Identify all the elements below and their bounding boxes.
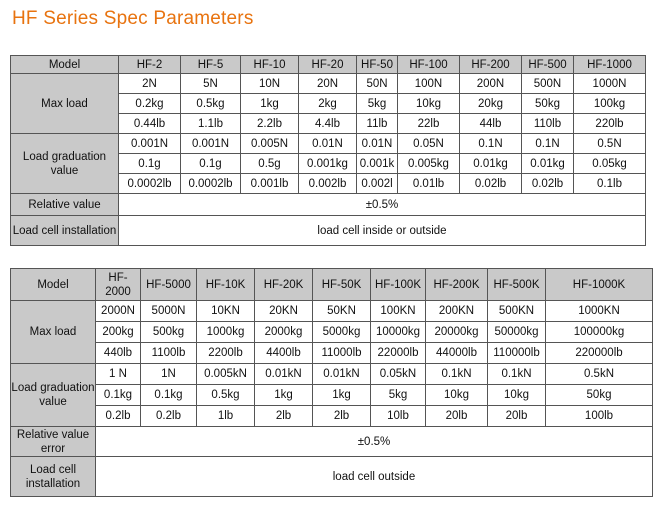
table-cell: 0.002l [357,174,398,194]
table-cell: 50N [357,74,398,94]
page-title: HF Series Spec Parameters [12,8,254,29]
table-cell: 1.1lb [181,114,241,134]
table-cell: 0.1g [181,154,241,174]
table-cell: 5kg [357,94,398,114]
table-cell: 4.4lb [299,114,357,134]
model-name: HF-20K [255,269,313,301]
table-cell: 0.001N [119,134,181,154]
table-cell: 4400lb [255,343,313,364]
table-cell: 110lb [522,114,574,134]
model-name: HF-10K [197,269,255,301]
table-cell: 10kg [426,385,488,406]
table-cell: 0.005N [241,134,299,154]
table-cell: 0.001kg [299,154,357,174]
table-cell: 5000kg [313,322,371,343]
table-cell: 110000lb [488,343,546,364]
relative-value-label: Relative value error [11,427,96,457]
model-name: HF-50K [313,269,371,301]
table-cell: 200kg [96,322,141,343]
max-load-label: Max load [11,74,119,134]
model-name: HF-500K [488,269,546,301]
table-cell: 100000kg [546,322,653,343]
table-cell: 50KN [313,301,371,322]
table-cell: 1kg [241,94,299,114]
relative-value: ±0.5% [119,194,646,216]
model-name: HF-500 [522,56,574,74]
table-cell: 0.0002lb [181,174,241,194]
table-cell: 2.2lb [241,114,299,134]
table-cell: 0.1kg [141,385,197,406]
spec-table-large-models [10,268,653,497]
table-cell: 20KN [255,301,313,322]
table-cell: 5000N [141,301,197,322]
table-cell: 50kg [546,385,653,406]
table-cell: 0.1N [460,134,522,154]
table-cell: 0.5kg [197,385,255,406]
table-cell: 0.005kN [197,364,255,385]
table-cell: 20N [299,74,357,94]
table-cell: 1lb [197,406,255,427]
table-cell: 44lb [460,114,522,134]
table-cell: 2lb [255,406,313,427]
table-cell: 0.1kg [96,385,141,406]
table-cell: 0.01N [357,134,398,154]
table-cell: 11000lb [313,343,371,364]
table-cell: 1100lb [141,343,197,364]
table-cell: 100lb [546,406,653,427]
table-cell: 22000lb [371,343,426,364]
model-name: HF-100K [371,269,426,301]
table-cell: 0.5kg [181,94,241,114]
table-cell: 2lb [313,406,371,427]
table-cell: 0.02lb [460,174,522,194]
table-cell: 500kg [141,322,197,343]
model-name: HF-20 [299,56,357,74]
table-cell: 0.01kN [313,364,371,385]
graduation-label: Load graduation value [11,364,96,427]
table-cell: 1 N [96,364,141,385]
table-cell: 220lb [574,114,646,134]
table-cell: 1000kg [197,322,255,343]
table-cell: 2N [119,74,181,94]
table-cell: 0.0002lb [119,174,181,194]
relative-value-label: Relative value [11,194,119,216]
table-cell: 0.1N [522,134,574,154]
table-cell: 20lb [488,406,546,427]
table-cell: 10kg [398,94,460,114]
table-cell: 10N [241,74,299,94]
table-cell: 440lb [96,343,141,364]
model-name: HF-1000K [546,269,653,301]
table-cell: 0.01kg [522,154,574,174]
installation-value: load cell outside [96,457,653,497]
table-cell: 0.1kN [488,364,546,385]
graduation-label: Load graduation value [11,134,119,194]
table-cell: 0.002lb [299,174,357,194]
table-cell: 44000lb [426,343,488,364]
table-cell: 5kg [371,385,426,406]
model-name: HF-100 [398,56,460,74]
table-cell: 1kg [255,385,313,406]
table-cell: 10KN [197,301,255,322]
table-cell: 220000lb [546,343,653,364]
table-cell: 0.5N [574,134,646,154]
table-cell: 0.02lb [522,174,574,194]
relative-value: ±0.5% [96,427,653,457]
model-name: HF-200K [426,269,488,301]
table-cell: 10kg [488,385,546,406]
table-cell: 100KN [371,301,426,322]
table-cell: 2000N [96,301,141,322]
table-cell: 0.05kg [574,154,646,174]
model-name: HF-1000 [574,56,646,74]
model-name: HF-5000 [141,269,197,301]
table-cell: 0.05kN [371,364,426,385]
model-name: HF-10 [241,56,299,74]
table-cell: 0.1g [119,154,181,174]
table-cell: 10000kg [371,322,426,343]
model-name: HF-200 [460,56,522,74]
table-cell: 0.01N [299,134,357,154]
table-cell: 200KN [426,301,488,322]
installation-label: Load cell installation [11,216,119,246]
table-cell: 20000kg [426,322,488,343]
table-cell: 50000kg [488,322,546,343]
table-cell: 0.001N [181,134,241,154]
table-cell: 11lb [357,114,398,134]
table-cell: 2kg [299,94,357,114]
table-cell: 0.2kg [119,94,181,114]
table-cell: 2200lb [197,343,255,364]
table-cell: 20lb [426,406,488,427]
table-cell: 1000N [574,74,646,94]
max-load-label: Max load [11,301,96,364]
model-header: Model [11,269,96,301]
table-cell: 0.2lb [141,406,197,427]
table-cell: 1kg [313,385,371,406]
table-cell: 0.44lb [119,114,181,134]
table-cell: 50kg [522,94,574,114]
table-cell: 0.1lb [574,174,646,194]
table-cell: 0.001lb [241,174,299,194]
table-cell: 100kg [574,94,646,114]
table-cell: 0.1kN [426,364,488,385]
model-name: HF-2000 [96,269,141,301]
table-cell: 1000KN [546,301,653,322]
table-cell: 0.2lb [96,406,141,427]
table-cell: 0.005kg [398,154,460,174]
table-cell: 0.5kN [546,364,653,385]
table-cell: 0.001k [357,154,398,174]
table-cell: 2000kg [255,322,313,343]
table-cell: 0.01lb [398,174,460,194]
installation-label: Load cell installation [11,457,96,497]
spec-table-small-models [10,55,646,246]
installation-value: load cell inside or outside [119,216,646,246]
model-name: HF-2 [119,56,181,74]
table-cell: 0.01kN [255,364,313,385]
table-cell: 5N [181,74,241,94]
table-cell: 1N [141,364,197,385]
table-cell: 20kg [460,94,522,114]
table-cell: 0.05N [398,134,460,154]
table-cell: 500N [522,74,574,94]
table-cell: 10lb [371,406,426,427]
model-name: HF-5 [181,56,241,74]
table-cell: 22lb [398,114,460,134]
table-cell: 0.01kg [460,154,522,174]
table-cell: 0.5g [241,154,299,174]
table-cell: 100N [398,74,460,94]
model-name: HF-50 [357,56,398,74]
table-cell: 200N [460,74,522,94]
table-cell: 500KN [488,301,546,322]
model-header: Model [11,56,119,74]
